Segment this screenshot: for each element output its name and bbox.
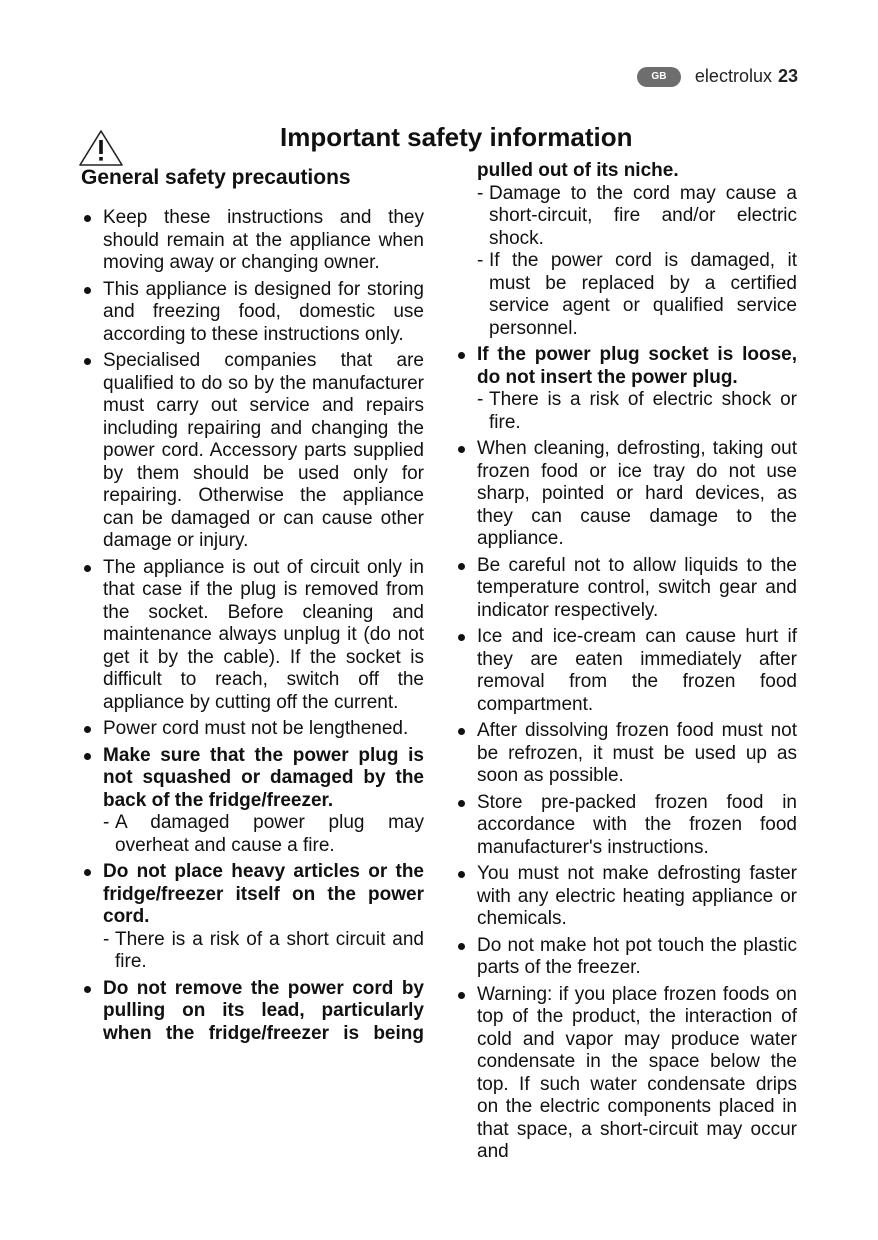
- list-item: Do not make hot pot touch the plastic parts of the freezer.: [455, 935, 797, 980]
- list-item: After dissolving frozen food must not be refrozen, it must be used up as soon as possible.: [455, 720, 797, 788]
- list-item: Power cord must not be lengthened.: [81, 718, 424, 741]
- sub-item: - If the power cord is damaged, it must be replaced by a certified service agent or qualified service personnel.: [477, 250, 797, 340]
- right-column: [455, 160, 797, 1168]
- sub-item: - A damaged power plug may overheat and cause a fire.: [103, 812, 424, 857]
- warning-triangle-icon: [78, 128, 124, 168]
- list-item-bold: If the power plug socket is loose, do not insert the power plug. - There is a risk of electric shock or fire.: [455, 344, 797, 434]
- list-item: Keep these instructions and they should remain at the appliance when moving away or changing owner.: [81, 207, 424, 275]
- page-title: Important safety information: [280, 122, 633, 152]
- list-item: Be careful not to allow liquids to the temperature control, switch gear and indicator respectively.: [455, 555, 797, 623]
- list-item-bold: Make sure that the power plug is not squashed or damaged by the back of the fridge/freezer. - A damaged power plug may overheat and cause a fire.: [81, 745, 424, 858]
- list-item-bold: Do not place heavy articles or the fridge/freezer itself on the power cord. - There is a risk of a short circuit and fire.: [81, 861, 424, 974]
- list-item: This appliance is designed for storing and freezing food, domestic use according to these instructions only.: [81, 279, 424, 347]
- list-item-continued: pulled out of its niche. - Damage to the cord may cause a short-circuit, fire and/or electric shock. - If the power cord is damaged, it must be replaced by a certified service agent or qualified service personnel.: [455, 160, 797, 340]
- list-item: When cleaning, defrosting, taking out frozen food or ice tray do not use sharp, pointed or hard devices, as they can cause damage to the appliance.: [455, 438, 797, 551]
- list-item-bold: Do not remove the power cord by pulling on its lead, particularly when the fridge/freezer is being: [81, 978, 424, 1046]
- left-column: [81, 207, 424, 1049]
- list-item: Ice and ice-cream can cause hurt if they are eaten immediately after removal from the frozen food compartment.: [455, 626, 797, 716]
- list-item: You must not make defrosting faster with any electric heating appliance or chemicals.: [455, 863, 797, 931]
- list-item: Warning: if you place frozen foods on top of the product, the interaction of cold and vapor may produce water condensate in the space below the top. If such water condensate drips on the electric components placed in that space, a short-circuit may occur and: [455, 984, 797, 1164]
- sub-item: - There is a risk of electric shock or fire.: [477, 389, 797, 434]
- brand-name: electrolux: [694, 66, 772, 86]
- list-item: The appliance is out of circuit only in that case if the plug is removed from the socket. Before cleaning and maintenance always unplug it (do not get it by the cable). If the socket is difficult to reach, switch off the appliance by cutting off the current.: [81, 557, 424, 715]
- sub-item: - Damage to the cord may cause a short-circuit, fire and/or electric shock.: [477, 183, 797, 251]
- section-heading: General safety precautions: [81, 166, 351, 189]
- language-badge: GB: [637, 67, 681, 87]
- page-number: 23: [777, 66, 798, 86]
- sub-item: - There is a risk of a short circuit and fire.: [103, 929, 424, 974]
- page-header: [637, 66, 798, 87]
- list-item: Specialised companies that are qualified to do so by the manufacturer must carry out service and repairs including repairing and changing the power cord. Accessory parts supplied by them should be used only for repairing. Otherwise the appliance can be damaged or can cause other damage or injury.: [81, 350, 424, 553]
- list-item: Store pre-packed frozen food in accordance with the frozen food manufacturer's instructions.: [455, 792, 797, 860]
